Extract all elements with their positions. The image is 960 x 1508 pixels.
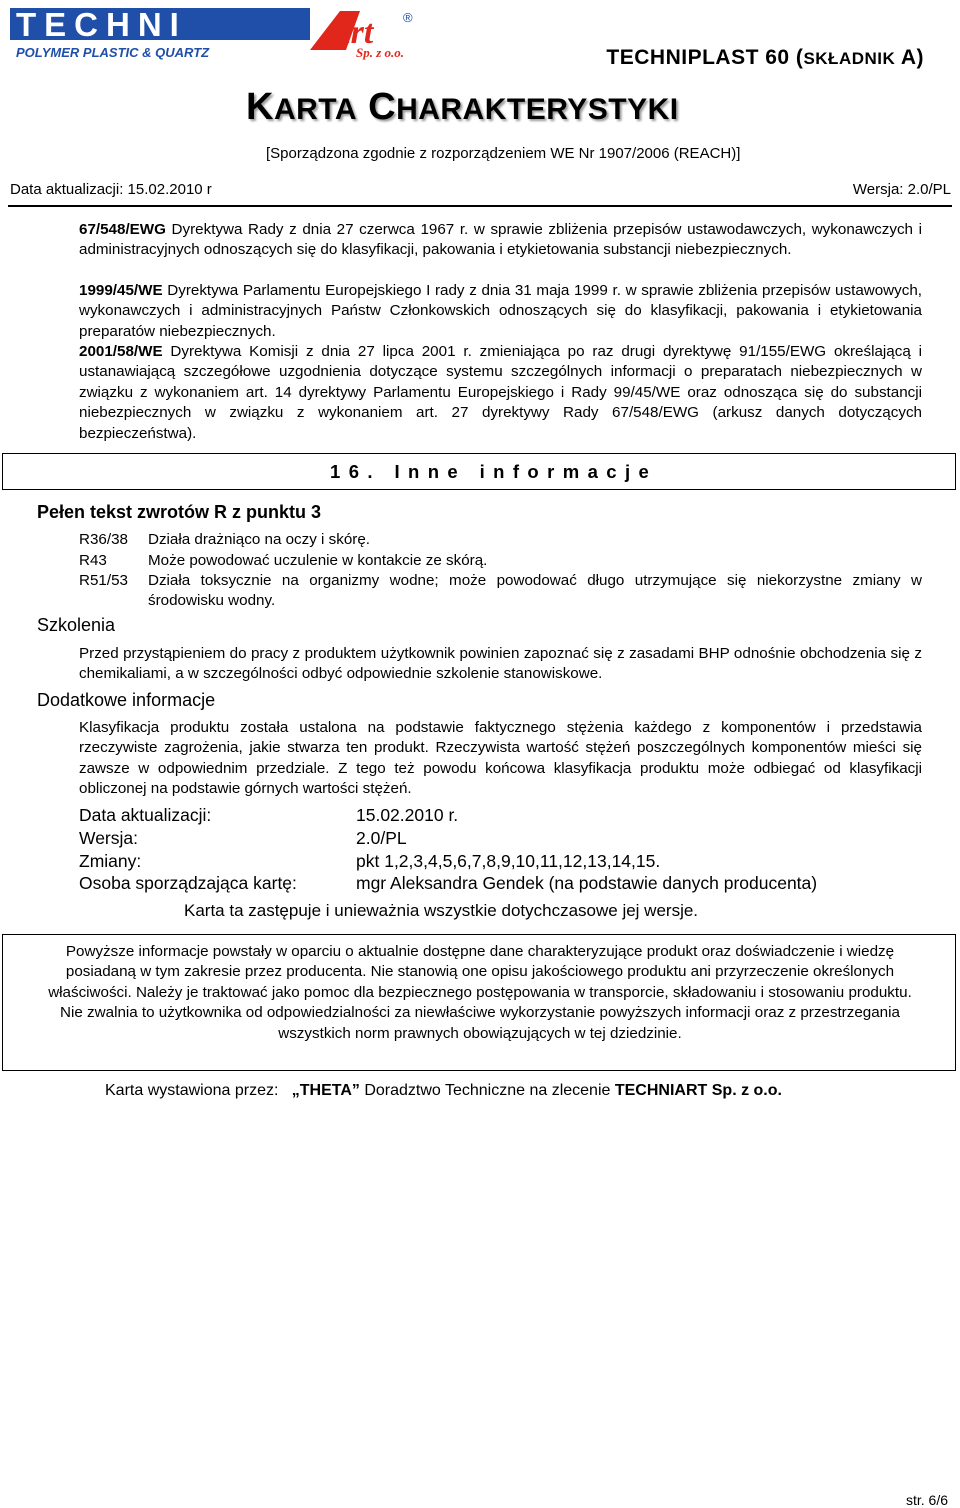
detail-value: mgr Aleksandra Gendek (na podstawie danych producenta)	[356, 873, 818, 893]
page-number: str. 6/6	[905, 1492, 948, 1508]
r-phrase-text: Może powodować uczulenie w kontakcie ze skórą.	[148, 552, 488, 569]
detail-label: Data aktualizacji:	[79, 805, 212, 825]
logo-subtitle: POLYMER PLASTIC & QUARTZ	[16, 45, 210, 60]
logo-script-text: Art	[328, 14, 374, 51]
issued-by: Karta wystawiona przez: „THETA” Doradztwo Techniczne na zlecenie TECHNIART Sp. z o.o.	[105, 1082, 782, 1099]
regulation-paragraph: 1999/45/WE Dyrektywa Parlamentu Europejskiego I rady z dnia 31 maja 1999 r. w sprawie zbliżenia przepisów ustawowych, wykonawczych i administracyjnych Państw Członkowskich odnoszących się do klasyfikacji, pakowania i etykietowania preparatów niebezpiecznych.	[79, 282, 923, 340]
detail-label: Wersja:	[79, 828, 138, 848]
regulation-paragraph: 67/548/EWG Dyrektywa Rady z dnia 27 czerwca 1967 r. w sprawie zbliżenia przepisów ustawodawczych, wykonawczych i administracyjnych odnoszących się do klasyfikacji, pakowania i etykietowania substancji niebezpiecznych.	[79, 221, 922, 259]
reach-note: [Sporządzona zgodnie z rozporządzeniem WE Nr 1907/2006 (REACH)]	[266, 145, 741, 162]
replaces-note: Karta ta zastępuje i unieważnia wszystkie dotychczasowe jej wersje.	[184, 901, 699, 920]
company-logo	[10, 5, 425, 67]
detail-label: Zmiany:	[79, 851, 142, 871]
logo-company: Sp. z o.o.	[356, 45, 405, 60]
extra-info-text: Klasyfikacja produktu została ustalona na podstawie faktycznego stężenia każdego z komponentów i przedstawia rzeczywiste zagrożenia, jakie stwarza ten produkt. Rzeczywista wartość stężeń poszczególnych komponentów mieści się zawsze w odpowiednim przedziale. Z tego też powodu końcowa klasyfikacja produktu może odbiegać od klasyfikacji obliczonej na podstawie górnych wartości stężeń.	[79, 719, 922, 798]
r-phrase-text: Działa toksycznie na organizmy wodne; może powodować długo utrzymujące się niekorzystne zmiany w środowisku wodny.	[148, 572, 922, 610]
document-title: KARTA CHARAKTERYSTYKI	[246, 86, 679, 128]
logo-reg-mark: ®	[403, 10, 413, 25]
regulation-code: 2001/58/WE	[79, 343, 163, 360]
regulation-paragraph: 2001/58/WE Dyrektywa Komisji z dnia 27 lipca 2001 r. zmieniająca po raz drugi dyrektywę 91/155/EWG określającą i ustanawiającą szczegółowe uzgodnienia dotyczące systemu szczególnych informacji o preparatach niebezpiecznych w związku z wykonaniem art. 14 dyrektywy Parlamentu Europejskiego i Rady 99/45/WE oraz odnosząca się do substancji niebezpiecznych w związku z wykonaniem art. 27 dyrektywy Rady 67/548/EWG (arkusz danych dotyczących bezpieczeństwa).	[79, 343, 922, 442]
header-divider	[8, 205, 952, 207]
techni-art-logo-icon	[10, 5, 425, 67]
issued-label: Karta wystawiona przez:	[105, 1082, 279, 1099]
r-phrase-code: R51/53	[79, 572, 128, 589]
issuer-name: „THETA”	[291, 1082, 360, 1099]
detail-label: Osoba sporządzająca kartę:	[79, 873, 297, 893]
detail-value: 2.0/PL	[356, 828, 407, 848]
extra-info-heading: Dodatkowe informacje	[37, 690, 216, 710]
header-update-date: Data aktualizacji: 15.02.2010 r	[10, 181, 212, 198]
section-title: 16. Inne informacje	[330, 461, 658, 482]
issuer-company: TECHNIART Sp. z o.o.	[614, 1082, 782, 1099]
regulation-code: 67/548/EWG	[79, 221, 166, 238]
training-text: Przed przystąpieniem do pracy z produktem użytkownik powinien zapoznać się z zasadami BHP odnośnie obchodzenia się z chemikaliami, a w szczególności odbyć odpowiednie szkolenie stanowiskowe.	[79, 645, 922, 683]
disclaimer-text: Powyższe informacje powstały w oparciu o aktualnie dostępne dane charakteryzujące produkt oraz doświadczenie i wiedzę posiadaną w tym zakresie przez producenta. Nie stanowią one opisu jakościowego produktu ani przyrzeczenie określonych właściwości. Należy je traktować jako pomoc dla bezpiecznego postępowania w transporcie, składowaniu i stosowaniu produktu. Nie zwalnia to użytkownika od odpowiedzialności za niewłaściwe wykorzystanie powyższych informacji oraz z przestrzegania wszystkich norm prawnych obowiązujących w tej dziedzinie.	[48, 943, 912, 1042]
detail-value: 15.02.2010 r.	[356, 805, 459, 825]
r-phrases-heading: Pełen tekst zwrotów R z punktu 3	[37, 502, 322, 522]
r-phrase-code: R36/38	[79, 531, 128, 548]
product-name: TECHNIPLAST 60 (SKŁADNIK A)	[606, 46, 924, 69]
detail-value: pkt 1,2,3,4,5,6,7,8,9,10,11,12,13,14,15.	[356, 851, 661, 871]
r-phrase-text: Działa drażniąco na oczy i skórę.	[148, 531, 371, 548]
logo-main-text: TECHNI	[16, 6, 187, 43]
regulation-code: 1999/45/WE	[79, 282, 163, 299]
training-heading: Szkolenia	[37, 615, 116, 635]
r-phrase-code: R43	[79, 552, 107, 569]
header-version: Wersja: 2.0/PL	[852, 181, 951, 198]
